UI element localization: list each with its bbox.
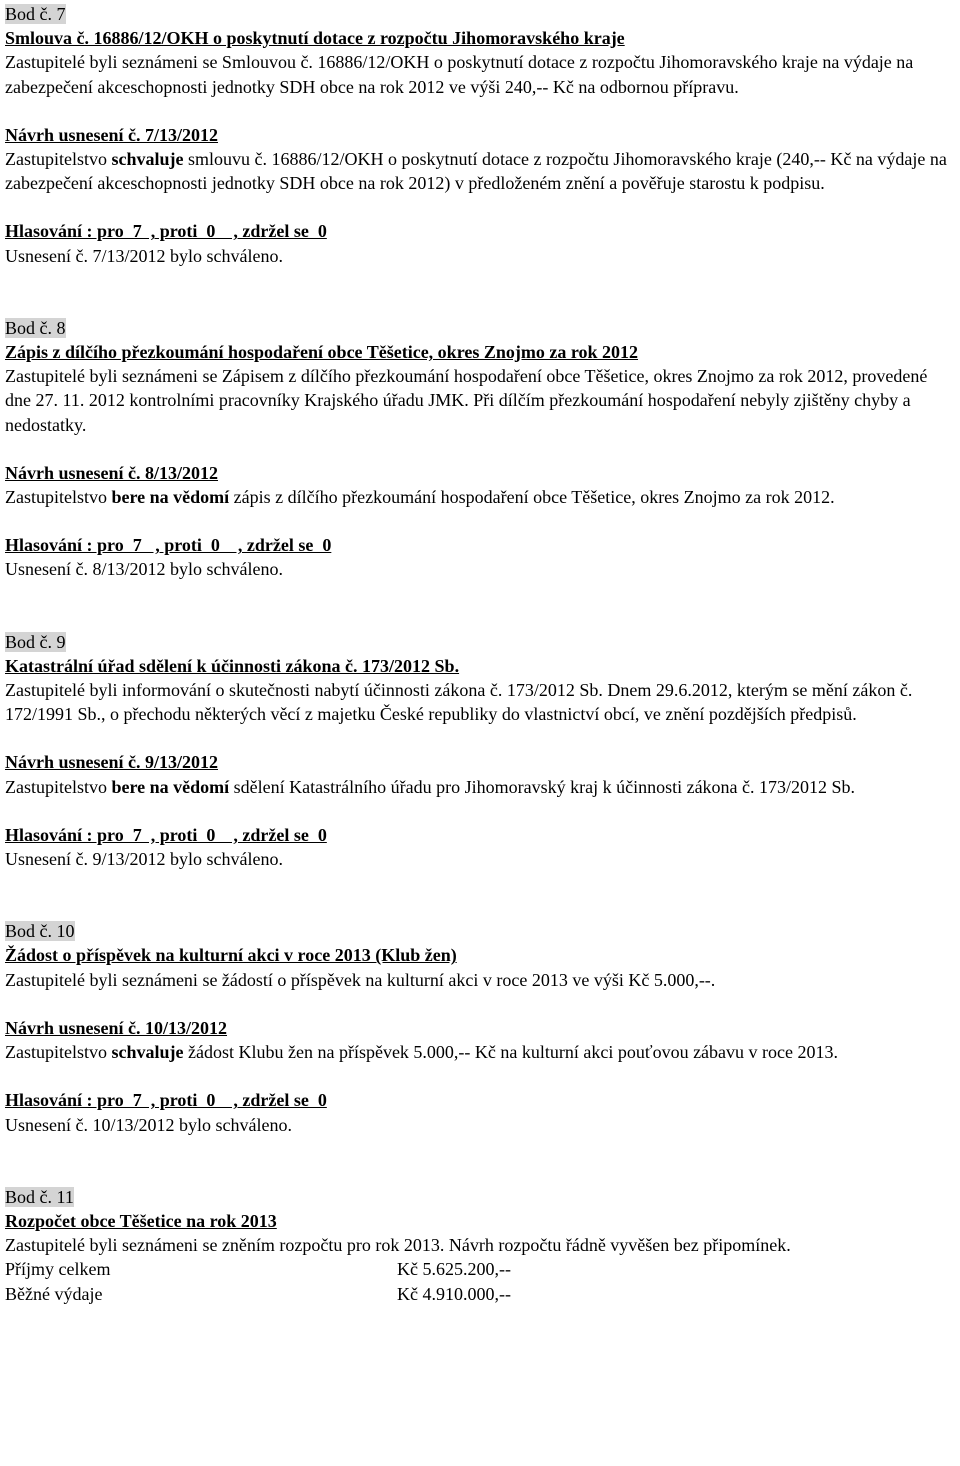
resolution-outcome: Usnesení č. 8/13/2012 bylo schváleno.	[5, 559, 283, 580]
item-info: Zastupitelé byli seznámeni se zněním rozpočtu pro rok 2013. Návrh rozpočtu řádně vyvěšen bez připomínek.	[5, 1235, 791, 1256]
section-bod-11	[5, 1185, 957, 1306]
resolution-heading: Návrh usnesení č. 10/13/2012	[5, 1017, 228, 1038]
resolution-heading: Návrh usnesení č. 7/13/2012	[5, 124, 219, 145]
budget-row	[5, 1257, 957, 1281]
document-page	[5, 2, 957, 1306]
budget-row-value: Kč 4.910.000,--	[397, 1283, 511, 1304]
budget-row-label: Běžné výdaje	[5, 1283, 103, 1304]
section-bod-7	[5, 2, 957, 268]
section-bod-10	[5, 919, 957, 1136]
resolution-text: Zastupitelstvo bere na vědomí sdělení Katastrálního úřadu pro Jihomoravský kraj k účinnosti zákona č. 173/2012 Sb.	[5, 776, 856, 797]
vote-result: Hlasování : pro 7 , proti 0 , zdržel se 0	[5, 1090, 327, 1111]
budget-row	[5, 1282, 957, 1306]
resolution-outcome: Usnesení č. 7/13/2012 bylo schváleno.	[5, 245, 283, 266]
item-title: Smlouva č. 16886/12/OKH o poskytnutí dotace z rozpočtu Jihomoravského kraje	[5, 28, 625, 49]
budget-row-label: Příjmy celkem	[5, 1259, 111, 1280]
vote-result: Hlasování : pro 7 , proti 0 , zdržel se 0	[5, 824, 327, 845]
budget-row-value: Kč 5.625.200,--	[397, 1259, 511, 1280]
resolution-text: Zastupitelstvo schvaluje smlouvu č. 16886/12/OKH o poskytnutí dotace z rozpočtu Jihomoravského kraje (240,-- Kč na výdaje na zabezpečení akceschopnosti jednotky SDH obce na rok 2012) v předloženém znění a pověřuje starostu k podpisu.	[5, 149, 947, 194]
item-number: Bod č. 10	[5, 921, 75, 942]
resolution-heading: Návrh usnesení č. 9/13/2012	[5, 752, 219, 773]
vote-result: Hlasování : pro 7 , proti 0 , zdržel se 0	[5, 221, 327, 242]
section-bod-8	[5, 316, 957, 582]
item-title: Rozpočet obce Těšetice na rok 2013	[5, 1210, 277, 1231]
item-title: Zápis z dílčího přezkoumání hospodaření obce Těšetice, okres Znojmo za rok 2012	[5, 342, 639, 363]
item-title: Žádost o příspěvek na kulturní akci v roce 2013 (Klub žen)	[5, 945, 457, 966]
item-info: Zastupitelé byli informování o skutečnosti nabytí účinnosti zákona č. 173/2012 Sb. Dnem 29.6.2012, kterým se mění zákon č. 172/1991 Sb., o přechodu některých věcí z majetku České republiky do vlastnictví obcí, ve znění pozdějších předpisů.	[5, 680, 913, 725]
section-bod-9	[5, 630, 957, 872]
item-info: Zastupitelé byli seznámeni se žádostí o příspěvek na kulturní akci v roce 2013 ve výši Kč 5.000,--.	[5, 969, 716, 990]
item-number: Bod č. 8	[5, 317, 66, 338]
item-number: Bod č. 7	[5, 4, 66, 24]
resolution-outcome: Usnesení č. 10/13/2012 bylo schváleno.	[5, 1114, 292, 1135]
vote-result: Hlasování : pro 7 , proti 0 , zdržel se 0	[5, 535, 332, 556]
item-info: Zastupitelé byli seznámeni se Smlouvou č. 16886/12/OKH o poskytnutí dotace z rozpočtu Jihomoravského kraje na výdaje na zabezpečení akceschopnosti jednotky SDH obce na rok 2012 ve výši 240,-- Kč na odbornou přípravu.	[5, 52, 914, 97]
item-title: Katastrální úřad sdělení k účinnosti zákona č. 173/2012 Sb.	[5, 655, 460, 676]
item-number: Bod č. 11	[5, 1186, 74, 1207]
resolution-text: Zastupitelstvo schvaluje žádost Klubu žen na příspěvek 5.000,-- Kč na kulturní akci pouťovou zábavu v roce 2013.	[5, 1042, 839, 1063]
resolution-outcome: Usnesení č. 9/13/2012 bylo schváleno.	[5, 849, 283, 870]
item-number: Bod č. 9	[5, 631, 66, 652]
resolution-text: Zastupitelstvo bere na vědomí zápis z dílčího přezkoumání hospodaření obce Těšetice, okres Znojmo za rok 2012.	[5, 487, 835, 508]
item-info: Zastupitelé byli seznámeni se Zápisem z dílčího přezkoumání hospodaření obce Těšetice, okres Znojmo za rok 2012, provedené dne 27. 11. 2012 kontrolními pracovníky Krajského úřadu JMK. Při dílčím přezkoumání hospodaření nebyly zjištěny chyby a nedostatky.	[5, 366, 928, 435]
resolution-heading: Návrh usnesení č. 8/13/2012	[5, 462, 219, 483]
